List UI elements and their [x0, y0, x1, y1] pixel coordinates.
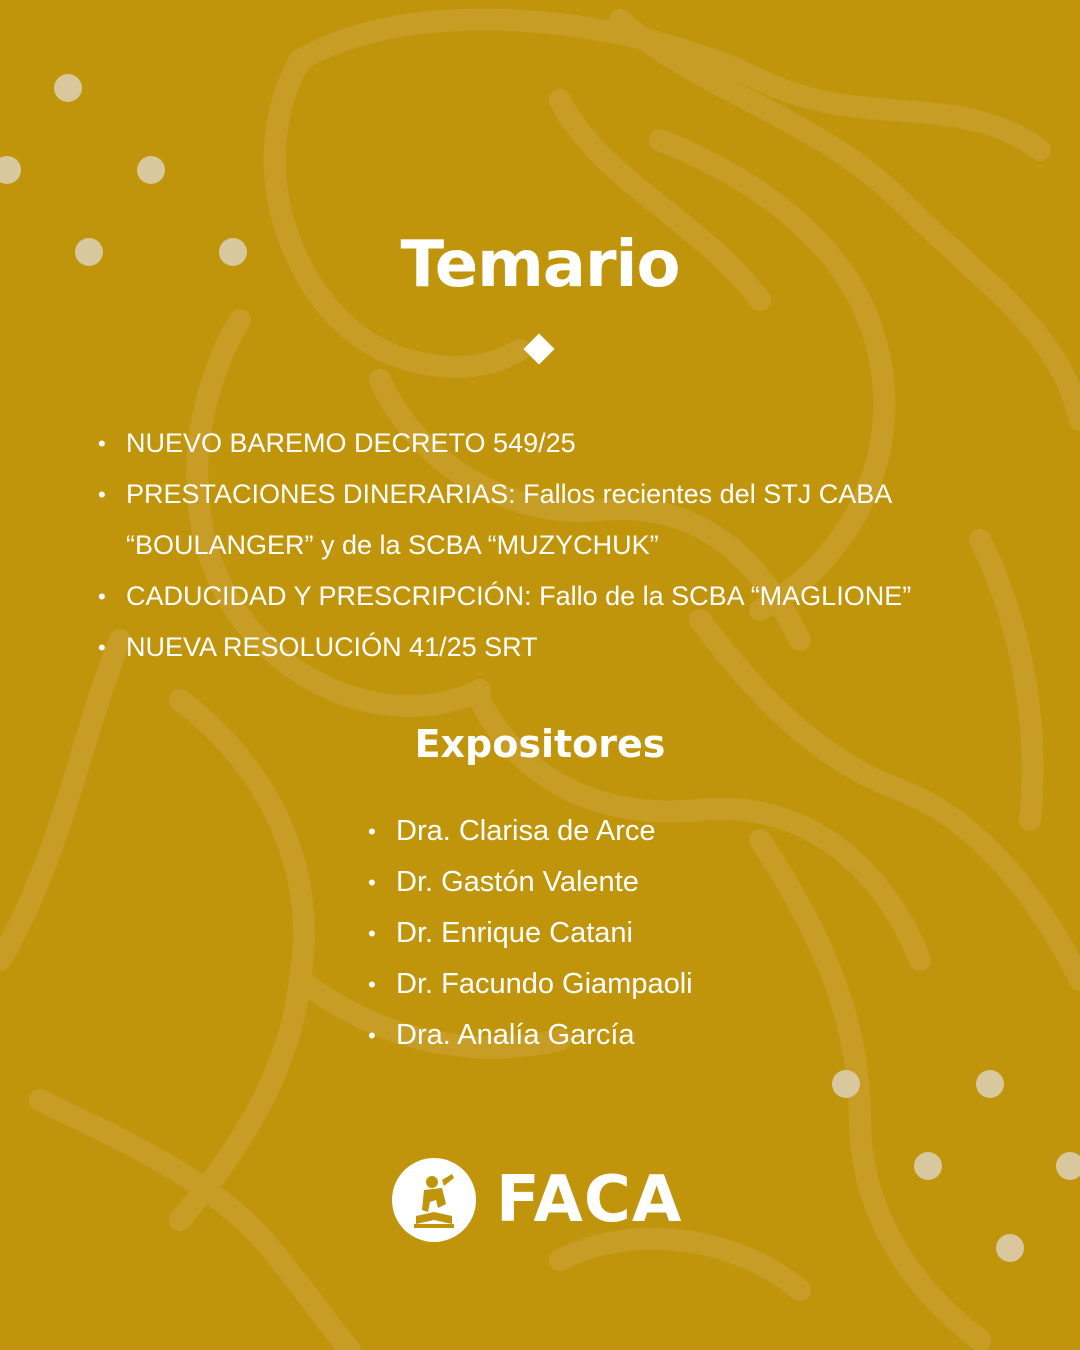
decorative-dot	[996, 1234, 1024, 1262]
list-item: • Dra. Clarisa de Arce	[368, 806, 968, 857]
logo-emblem	[392, 1158, 476, 1242]
list-item: • Dr. Gastón Valente	[368, 857, 968, 908]
list-item: • Dr. Enrique Catani	[368, 908, 968, 959]
decorative-dot	[832, 1070, 860, 1098]
list-item: • NUEVA RESOLUCIÓN 41/25 SRT	[98, 622, 1038, 673]
list-item: • Dra. Analía García	[368, 1010, 968, 1061]
decorative-dot	[914, 1152, 942, 1180]
list-item: • NUEVO BAREMO DECRETO 549/25	[98, 418, 1038, 469]
reading-figure-icon	[392, 1158, 476, 1242]
decorative-dot	[137, 156, 165, 184]
logo-text: FACA	[496, 1163, 683, 1237]
expositores-heading: Expositores	[414, 722, 666, 766]
list-item: • PRESTACIONES DINERARIAS: Fallos recientes del STJ CABA “BOULANGER” y de la SCBA “MUZYCHUK”	[98, 469, 1038, 571]
decorative-dot	[54, 74, 82, 102]
decorative-dot	[1056, 1152, 1080, 1180]
temario-list	[98, 418, 1038, 673]
list-item: • Dr. Facundo Giampaoli	[368, 959, 968, 1010]
list-item: • CADUCIDAD Y PRESCRIPCIÓN: Fallo de la SCBA “MAGLIONE”	[98, 571, 1038, 622]
expositores-list	[368, 806, 968, 1061]
decorative-dot	[976, 1070, 1004, 1098]
page-title: Temario	[400, 228, 680, 302]
